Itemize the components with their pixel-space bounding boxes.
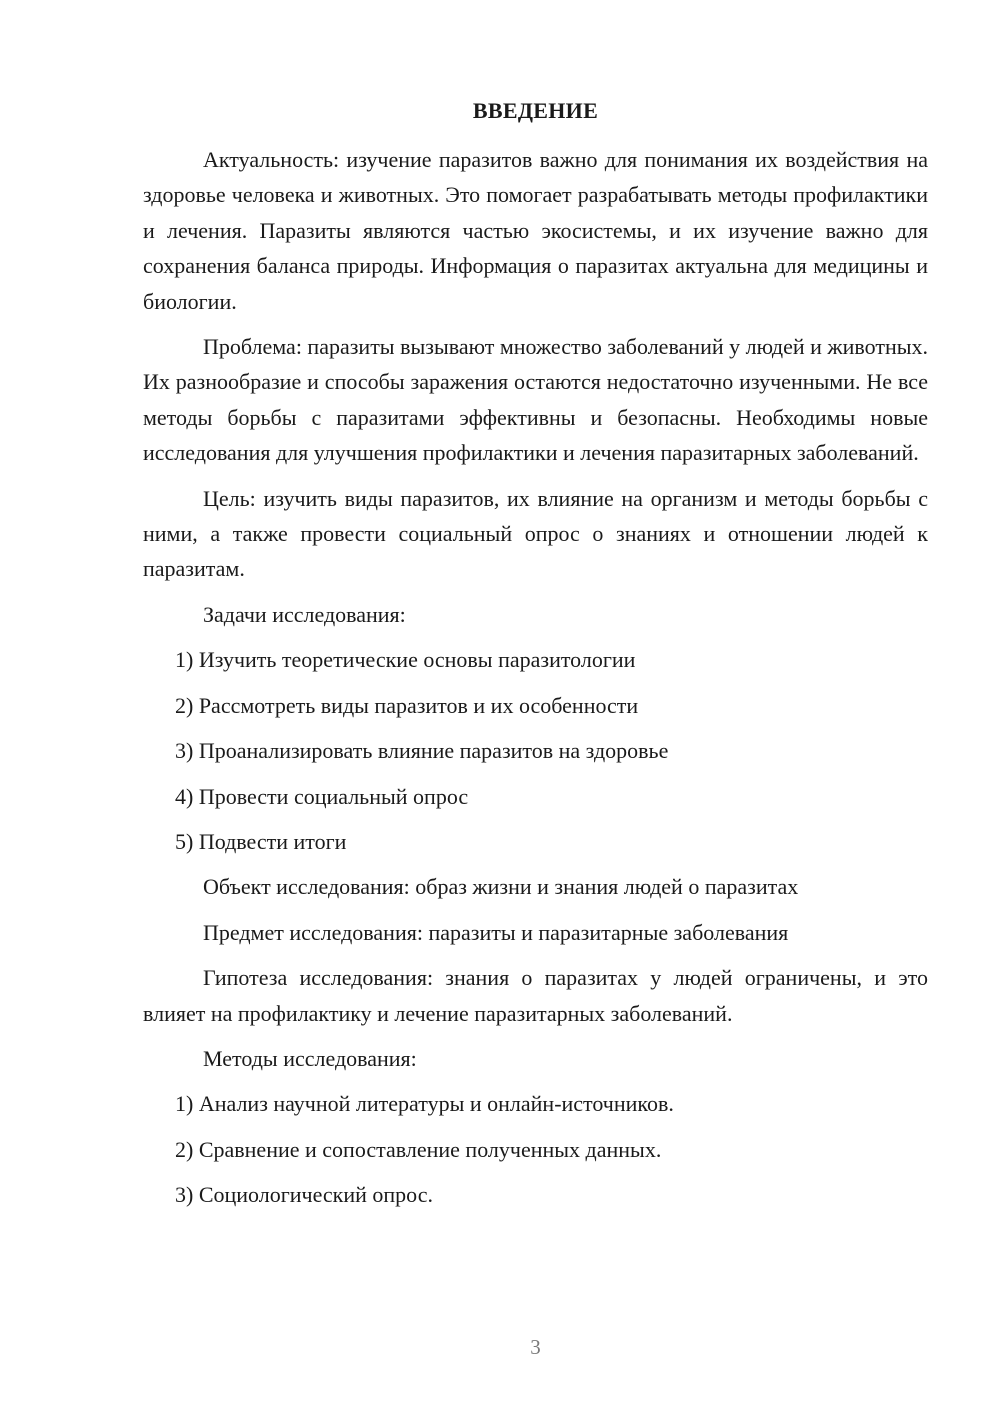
task-item: 5) Подвести итоги <box>175 828 347 854</box>
section-heading: ВВЕДЕНИЕ <box>472 98 599 123</box>
document-body <box>143 142 928 1213</box>
goal-paragraph: Цель: изучить виды паразитов, их влияние на организм и методы борьбы с ними, а также провести социальный опрос о знаниях и отношении людей к паразитам. <box>143 485 928 582</box>
task-item: 2) Рассмотреть виды паразитов и их особенности <box>175 692 639 718</box>
method-item: 1) Анализ научной литературы и онлайн-источников. <box>175 1091 674 1117</box>
hypothesis-paragraph: Гипотеза исследования: знания о паразитах у людей ограничены, и это влияет на профилактику и лечение паразитарных заболеваний. <box>143 965 928 1026</box>
tasks-heading: Задачи исследования: <box>203 601 406 627</box>
document-page <box>143 0 928 1414</box>
task-item: 4) Провести социальный опрос <box>175 783 469 809</box>
relevance-paragraph: Актуальность: изучение паразитов важно для понимания их воздействия на здоровье человека и животных. Это помогает разрабатывать методы профилактики и лечения. Паразиты являются частью экосистемы, и их изучение важно для сохранения баланса природы. Информация о паразитах актуальна для медицины и биологии. <box>143 147 928 314</box>
page-number: 3 <box>530 1335 541 1359</box>
task-item: 3) Проанализировать влияние паразитов на здоровье <box>175 738 669 764</box>
method-item: 3) Социологический опрос. <box>175 1182 433 1208</box>
methods-heading: Методы исследования: <box>203 1045 417 1071</box>
method-item: 2) Сравнение и сопоставление полученных данных. <box>175 1136 662 1162</box>
object-line: Объект исследования: образ жизни и знания людей о паразитах <box>203 874 799 900</box>
problem-paragraph: Проблема: паразиты вызывают множество заболеваний у людей и животных. Их разнообразие и способы заражения остаются недостаточно изученными. Не все методы борьбы с паразитами эффективны и безопасны. Необходимы новые исследования для улучшения профилактики и лечения паразитарных заболеваний. <box>143 334 929 466</box>
subject-line: Предмет исследования: паразиты и паразитарные заболевания <box>203 919 789 945</box>
task-item: 1) Изучить теоретические основы паразитологии <box>175 647 636 673</box>
